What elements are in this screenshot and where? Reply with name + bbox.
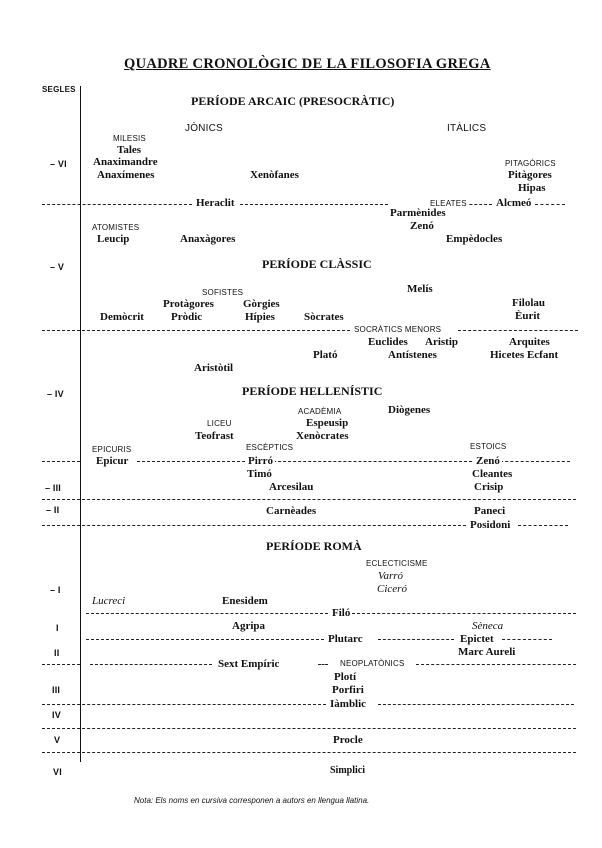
boundary-line xyxy=(42,664,80,665)
philosopher-name: Anaxàgores xyxy=(180,233,236,245)
boundary-line xyxy=(268,461,472,462)
page-title: QUADRE CRONOLÒGIC DE LA FILOSOFIA GREGA xyxy=(124,56,491,72)
century-label: IV xyxy=(52,710,61,720)
century-label: – IV xyxy=(47,389,64,399)
philosopher-name: Parmènides xyxy=(390,207,446,219)
axis-label: SEGLES xyxy=(42,85,76,94)
boundary-line xyxy=(42,752,576,753)
philosopher-name: Lucreci xyxy=(92,595,126,607)
boundary-line xyxy=(458,330,578,331)
period-heading-classical: PERÍODE CLÀSSIC xyxy=(262,257,372,271)
philosopher-name: Sèneca xyxy=(472,620,504,632)
philosopher-name: Filolau xyxy=(512,297,546,309)
philosopher-name: Anaxímenes xyxy=(97,169,155,181)
philosopher-name: Pirró xyxy=(248,455,274,467)
philosopher-name: Simplici xyxy=(330,765,366,776)
boundary-line xyxy=(42,330,350,331)
period-heading-hellenistic: PERÍODE HELLENÍSTIC xyxy=(242,384,383,398)
philosopher-name: Sext Empíric xyxy=(218,658,280,670)
boundary-line xyxy=(318,664,328,665)
century-label: V xyxy=(54,735,61,745)
period-heading-roman: PERÍODE ROMÀ xyxy=(266,539,362,553)
philosopher-name: Espeusip xyxy=(306,417,349,429)
philosopher-name: Agripa xyxy=(232,620,265,632)
philosopher-name: Diògenes xyxy=(388,404,431,416)
philosopher-name: Hicetes Ecfant xyxy=(490,349,559,361)
philosopher-name: Enesidem xyxy=(222,595,268,607)
philosopher-name: Hipas xyxy=(518,182,546,194)
philosopher-name: Paneci xyxy=(474,505,506,517)
school-socratics-menors: SOCRÀTICS MENORS xyxy=(354,325,442,334)
century-label: VI xyxy=(53,767,62,777)
philosopher-name: Plotí xyxy=(334,671,356,683)
boundary-line xyxy=(42,461,80,462)
philosopher-name: Antístenes xyxy=(388,349,437,361)
philosopher-name: Gòrgies xyxy=(243,298,280,310)
boundary-line xyxy=(500,461,570,462)
philosopher-name: Euclides xyxy=(368,336,408,348)
school-academia: ACADÈMIA xyxy=(298,407,342,416)
boundary-line xyxy=(42,525,466,526)
school-liceu: LICEU xyxy=(207,419,232,428)
boundary-line xyxy=(90,664,212,665)
philosopher-name: Procle xyxy=(333,734,363,746)
philosopher-name: Melís xyxy=(407,283,433,295)
century-label: II xyxy=(54,648,60,658)
philosopher-name: Timó xyxy=(247,468,272,480)
boundary-line xyxy=(42,204,192,205)
philosopher-name: Iàmblic xyxy=(330,698,367,710)
philosopher-name: Epictet xyxy=(460,633,494,645)
philosopher-name: Anaximandre xyxy=(93,156,158,168)
school-atomistes: ATOMISTES xyxy=(92,223,140,232)
century-label: – I xyxy=(50,585,61,595)
philosopher-name: Pitàgores xyxy=(508,169,552,181)
philosopher-name: Leucip xyxy=(97,233,130,245)
philosopher-name: Crisip xyxy=(474,481,504,493)
century-label: – III xyxy=(45,483,62,493)
school-eleates: ELEATES xyxy=(430,199,467,208)
philosopher-name: Aristip xyxy=(425,336,458,348)
philosopher-name: Marc Aureli xyxy=(458,646,516,658)
boundary-line xyxy=(86,613,328,614)
philosopher-name: Empèdocles xyxy=(446,233,503,245)
philosopher-name: Heraclit xyxy=(196,197,235,209)
philosopher-name: Arquites xyxy=(509,336,550,348)
philosopher-name: Hípies xyxy=(245,311,275,323)
philosopher-name: Carnèades xyxy=(266,505,317,517)
philosopher-name: Varró xyxy=(378,570,404,582)
timeline-axis xyxy=(80,86,81,762)
school-italics: ITÀLICS xyxy=(447,123,487,134)
period-heading-archaic: PERÍODE ARCAIC (PRESOCRÀTIC) xyxy=(191,94,395,108)
philosopher-name: Plutarc xyxy=(328,633,363,645)
philosopher-name: Plató xyxy=(313,349,338,361)
philosopher-name: Demòcrit xyxy=(100,311,144,323)
school-esceptics: ESCÈPTICS xyxy=(246,443,294,452)
philosopher-name: Epicur xyxy=(96,455,129,467)
philosopher-name: Aristòtil xyxy=(194,362,234,374)
school-sofistes: SOFISTES xyxy=(202,288,244,297)
philosopher-name: Protàgores xyxy=(163,298,214,310)
philosopher-name: Filó xyxy=(332,607,351,619)
century-label: – II xyxy=(46,505,60,515)
philosopher-name: Cleantes xyxy=(472,468,513,480)
philosopher-name: Teofrast xyxy=(195,430,234,442)
boundary-line xyxy=(535,204,565,205)
philosopher-name: Zenó xyxy=(476,455,500,467)
century-label: I xyxy=(56,623,59,633)
century-label: – VI xyxy=(50,159,67,169)
boundary-line xyxy=(378,639,454,640)
philosopher-name: Èurit xyxy=(515,310,541,322)
philosopher-name: Alcmeó xyxy=(496,197,532,209)
philosopher-name: Xenòcrates xyxy=(296,430,349,442)
boundary-line xyxy=(42,499,576,500)
school-pitagorics: PITAGÒRICS xyxy=(505,159,556,168)
school-milesis: MILESIS xyxy=(113,134,146,143)
philosopher-name: Tales xyxy=(117,144,142,156)
boundary-line xyxy=(42,728,576,729)
boundary-line xyxy=(378,704,574,705)
boundary-line xyxy=(137,461,245,462)
school-epicuris: EPICURIS xyxy=(92,445,132,454)
boundary-line xyxy=(518,525,568,526)
boundary-line xyxy=(86,639,324,640)
boundary-line xyxy=(352,613,576,614)
boundary-line xyxy=(42,704,326,705)
school-jonics: JÒNICS xyxy=(185,123,223,134)
century-label: III xyxy=(52,685,61,695)
boundary-line xyxy=(502,639,552,640)
philosopher-name: Arcesilau xyxy=(269,481,314,493)
footnote: Nota: Els noms en cursiva corresponen a autors en llengua llatina. xyxy=(134,796,370,805)
philosopher-name: Xenòfanes xyxy=(250,169,299,181)
school-eclecticisme: ECLECTICISME xyxy=(366,559,428,568)
philosopher-name: Posidoni xyxy=(470,519,511,531)
philosopher-name: Porfiri xyxy=(332,684,364,696)
century-label: – V xyxy=(50,262,65,272)
boundary-line xyxy=(416,664,576,665)
school-neoplatonics: NEOPLATÒNICS xyxy=(340,659,405,668)
philosopher-name: Pròdic xyxy=(171,311,203,323)
boundary-line xyxy=(240,204,388,205)
philosopher-name: Zenó xyxy=(410,220,434,232)
school-estoics: ESTOICS xyxy=(470,442,507,451)
philosopher-name: Ciceró xyxy=(377,583,407,595)
philosopher-name: Sòcrates xyxy=(304,311,344,323)
